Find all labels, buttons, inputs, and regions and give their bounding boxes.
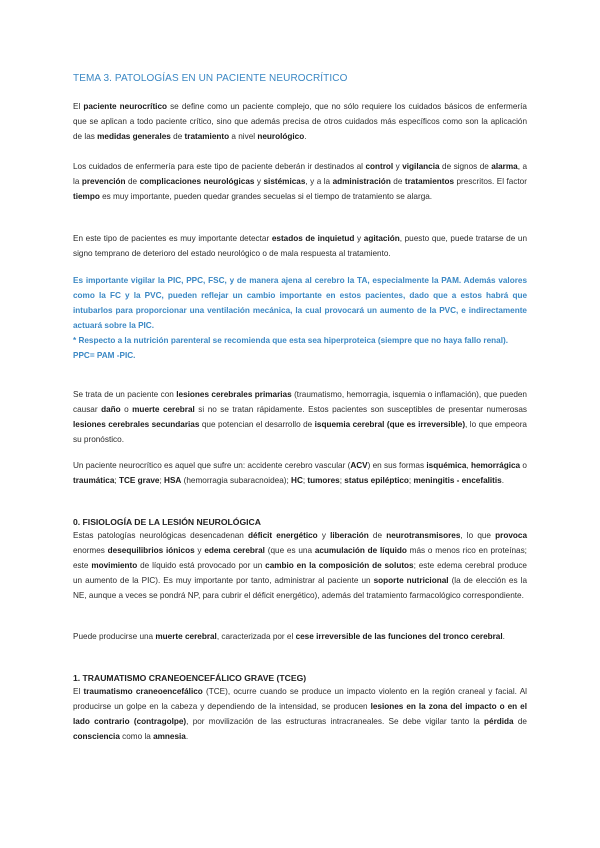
paragraph-physiology: Estas patologías neurológicas desencadenan déficit energético y liberación de neurotransmisores, lo que provoca enormes desequilibrios iónicos y edema cerebral (que es una acumulación de líquido más o menos rico en proteínas; este movimiento de líquido está provocado por un cambio en la composición de solutos; este edema cerebral produce un aumento de la PIC). Es muy importante por tanto, administrar al paciente un soporte nutricional (la de elección es la NE, aunque a veces se pondrá NP, para cubrir el déficit energético), además del tratamiento farmacológico correspondiente.: [73, 531, 527, 600]
section-heading-physiology: 0. FISIOLOGÍA DE LA LESIÓN NEUROLÓGICA: [73, 517, 261, 527]
ppc-formula: PPC= PAM -PIC.: [73, 351, 136, 360]
paragraph-monitoring-note: [73, 273, 527, 363]
paragraph-definition: El paciente neurocrítico se define como un paciente complejo, que no sólo requiere los cuidados básicos de enfermería que se aplican a todo paciente crítico, sino que además precisa de otros cuidados más específicos como son la aplicación de las medidas generales de tratamiento a nivel neurológico.: [73, 102, 527, 141]
paragraph-nursing-care: Los cuidados de enfermería para este tipo de paciente deberán ir destinados al control y vigilancia de signos de alarma, a la prevención de complicaciones neurológicas y sistémicas, y a la administración de tratamientos prescritos. El factor tiempo es muy importante, pueden quedar grandes secuelas si el tiempo de tratamiento se alarga.: [73, 162, 527, 201]
paragraph-neurocritical-types: Un paciente neurocrítico es aquel que sufre un: accidente cerebro vascular (ACV) en sus formas isquémica, hemorrágica o traumática; TCE grave; HSA (hemorragia subaracnoidea); HC; tumores; status epiléptico; meningitis - encefalitis.: [73, 461, 527, 485]
page-title: TEMA 3. PATOLOGÍAS EN UN PACIENTE NEUROCRÍTICO: [73, 73, 348, 84]
paragraph-agitation: En este tipo de pacientes es muy importante detectar estados de inquietud y agitación, puesto que, puede tratarse de un signo temprano de deterioro del estado neurológico o de mala respuesta al tratamiento.: [73, 234, 528, 258]
monitoring-text: Es importante vigilar la PIC, PPC, FSC, y de manera ajena al cerebro la TA, especialmente la PAM. Además valores como la FC y la PVC, pueden reflejar un cambio importante en estos pacientes, dado que a estos habrá que intubarlos para proporcionar una ventilación mecánica, la cual provocará un aumento de la PVC, e indirectamente actuará sobre la PIC.: [73, 276, 527, 330]
paragraph-tce: El traumatismo craneoencefálico (TCE), ocurre cuando se produce un impacto violento en la región craneal y facial. Al producirse un golpe en la cabeza y dependiendo de la intensidad, se producen lesiones en la zona del impacto o en el lado contrario (contragolpe), por movilización de las estructuras intracraneales. Se debe vigilar tanto la pérdida de consciencia como la amnesia.: [73, 687, 527, 741]
section-heading-tceg: 1. TRAUMATISMO CRANEOENCEFÁLICO GRAVE (TCEG): [73, 673, 307, 683]
paragraph-brain-lesions: Se trata de un paciente con lesiones cerebrales primarias (traumatismo, hemorragia, isquemia o inflamación), que pueden causar daño o muerte cerebral si no se tratan rápidamente. Estos pacientes son susceptibles de presentar numerosas lesiones cerebrales secundarias que potencian el desarrollo de isquemia cerebral (que es irreversible), lo que empeora su pronóstico.: [73, 390, 527, 444]
paragraph-brain-death: Puede producirse una muerte cerebral, caracterizada por el cese irreversible de las funciones del tronco cerebral.: [73, 632, 505, 641]
nutrition-note: * Respecto a la nutrición parenteral se recomienda que esta sea hiperproteica (siempre que no haya fallo renal).: [73, 336, 508, 345]
